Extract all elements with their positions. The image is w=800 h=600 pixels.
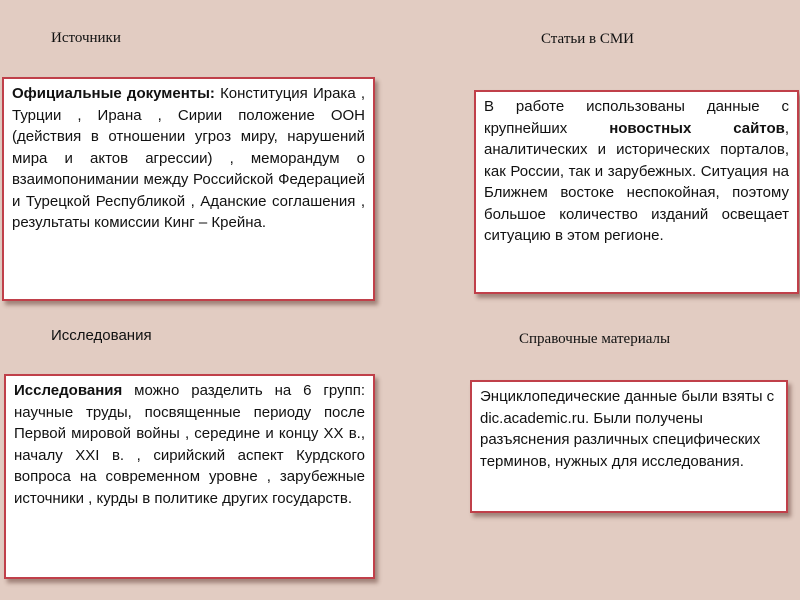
heading-media: Статьи в СМИ xyxy=(541,31,634,47)
reference-text: Энциклопедические данные были взяты с dic.academic.ru. Были получены разъяснения различных специфических терминов, нужных для исследования. xyxy=(480,388,775,470)
reference-box xyxy=(470,380,788,513)
media-articles-text xyxy=(484,96,789,247)
official-documents-box xyxy=(2,77,375,301)
official-documents-text xyxy=(12,83,365,234)
media-articles-box xyxy=(474,90,799,294)
official-documents-lead: Официальные документы: xyxy=(12,85,215,102)
research-text xyxy=(14,380,365,509)
research-box xyxy=(4,374,375,579)
research-body: можно разделить на 6 групп: научные труды, посвященные периоду после Первой мировой войны , середине и концу XX в., началу XXI в. , сирийский аспект Курдского вопроса на современном уровне , зарубежные источники , курды в политике других государств. xyxy=(14,382,365,507)
research-lead: Исследования xyxy=(14,382,123,399)
heading-sources: Источники xyxy=(51,30,121,46)
heading-research: Исследования xyxy=(51,327,152,344)
media-text-before: В работе использованы данные с крупнейших xyxy=(484,98,789,137)
media-text-after: , аналитических и исторических порталов, как России, так и зарубежных. Ситуация на Ближнем востоке неспокойная, поэтому большое количество изданий освещает ситуацию в этом регионе. xyxy=(484,119,789,244)
heading-reference: Справочные материалы xyxy=(519,331,671,347)
official-documents-body: Конституция Ирака , Турции , Ирана , Сирии положение ООН (действия в отношении угроз миру, нарушений мира и актов агрессии) , меморандум о взаимопонимании между Российской Федерацией и Турецкой Республикой , Аданские соглашения , результаты комиссии Кинг – Крейна. xyxy=(12,85,365,231)
media-text-bold: новостных сайтов xyxy=(609,119,785,137)
